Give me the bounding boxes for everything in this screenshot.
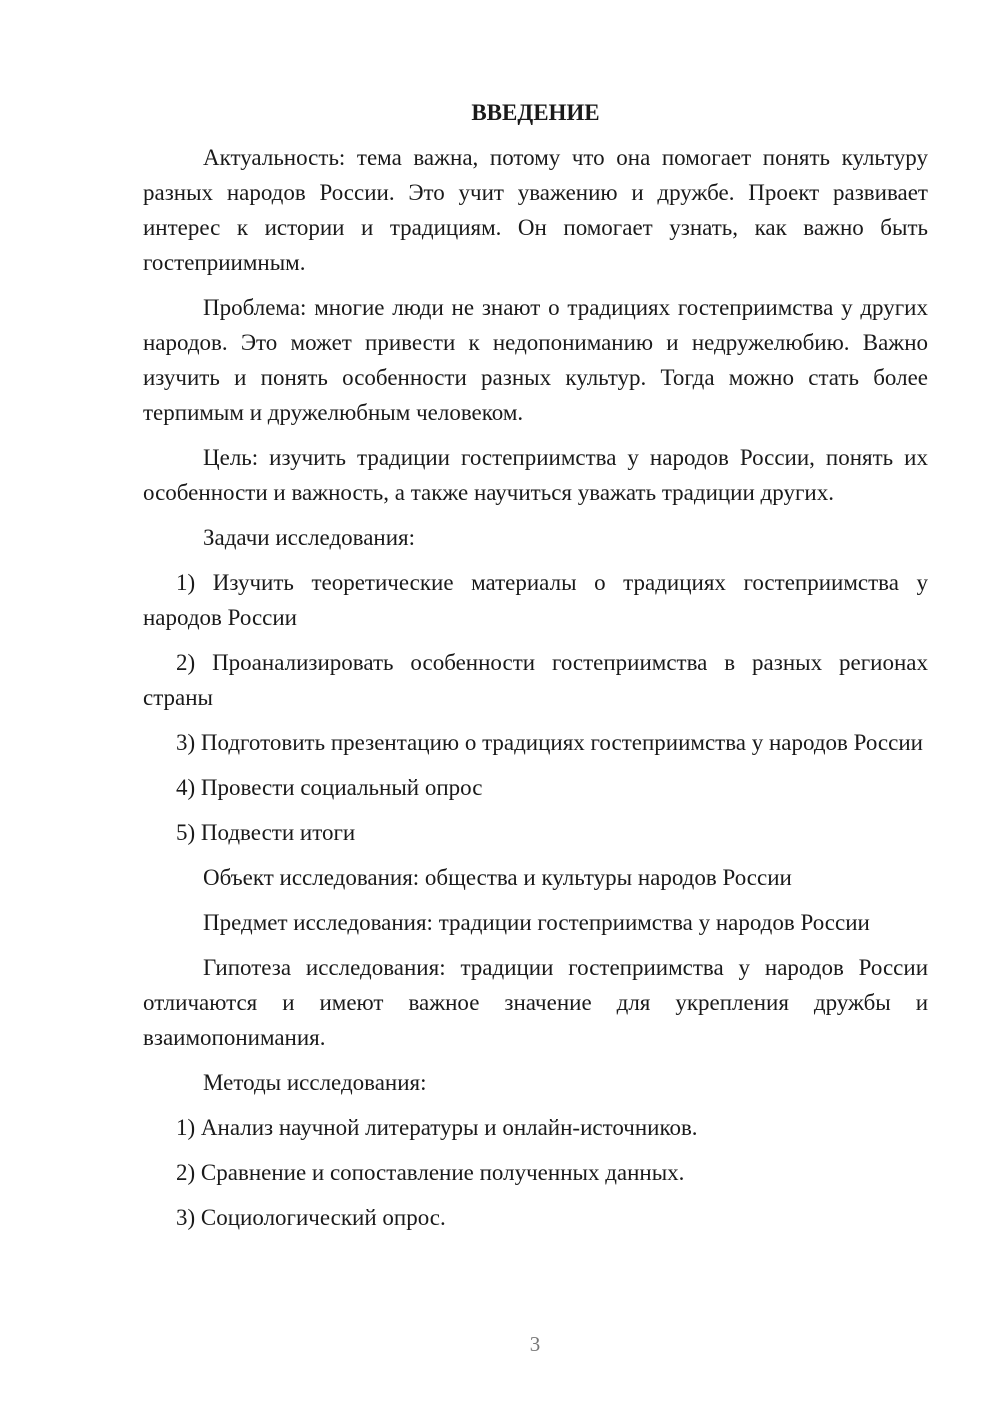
paragraph-methods-heading: Методы исследования: — [203, 1070, 427, 1095]
paragraph-goal: Цель: изучить традиции гостеприимства у народов России, понять их особенности и важность, а также научиться уважать традиции других. — [143, 445, 928, 505]
list-item-task-4: 4) Провести социальный опрос — [176, 775, 483, 800]
paragraph-relevance: Актуальность: тема важна, потому что она помогает понять культуру разных народов России. Это учит уважению и дружбе. Проект развивает интерес к истории и традициям. Он помогает узнать, как важно быть гостеприимным. — [143, 145, 928, 275]
paragraph-problem: Проблема: многие люди не знают о традициях гостеприимства у других народов. Это может привести к недопониманию и недружелюбию. Важно изучить и понять особенности разных культур. Тогда можно стать более терпимым и дружелюбным человеком. — [143, 295, 928, 425]
page-content — [143, 95, 928, 1245]
list-item-task-5: 5) Подвести итоги — [176, 820, 356, 845]
paragraph-subject: Предмет исследования: традиции гостеприимства у народов России — [203, 910, 870, 935]
section-title: ВВЕДЕНИЕ — [471, 100, 600, 125]
page-number: 3 — [529, 1332, 541, 1356]
list-item-method-2: 2) Сравнение и сопоставление полученных данных. — [176, 1160, 685, 1185]
paragraph-object: Объект исследования: общества и культуры народов России — [203, 865, 792, 890]
paragraph-hypothesis: Гипотеза исследования: традиции гостеприимства у народов России отличаются и имеют важное значение для укрепления дружбы и взаимопонимания. — [143, 955, 928, 1050]
list-item-method-1: 1) Анализ научной литературы и онлайн-источников. — [176, 1115, 698, 1140]
list-item-task-1: 1) Изучить теоретические материалы о традициях гостеприимства у народов России — [143, 570, 928, 630]
paragraph-tasks-heading: Задачи исследования: — [203, 525, 416, 550]
list-item-method-3: 3) Социологический опрос. — [176, 1205, 446, 1230]
list-item-task-3: 3) Подготовить презентацию о традициях гостеприимства у народов России — [176, 730, 923, 755]
list-item-task-2: 2) Проанализировать особенности гостеприимства в разных регионах страны — [143, 650, 928, 710]
